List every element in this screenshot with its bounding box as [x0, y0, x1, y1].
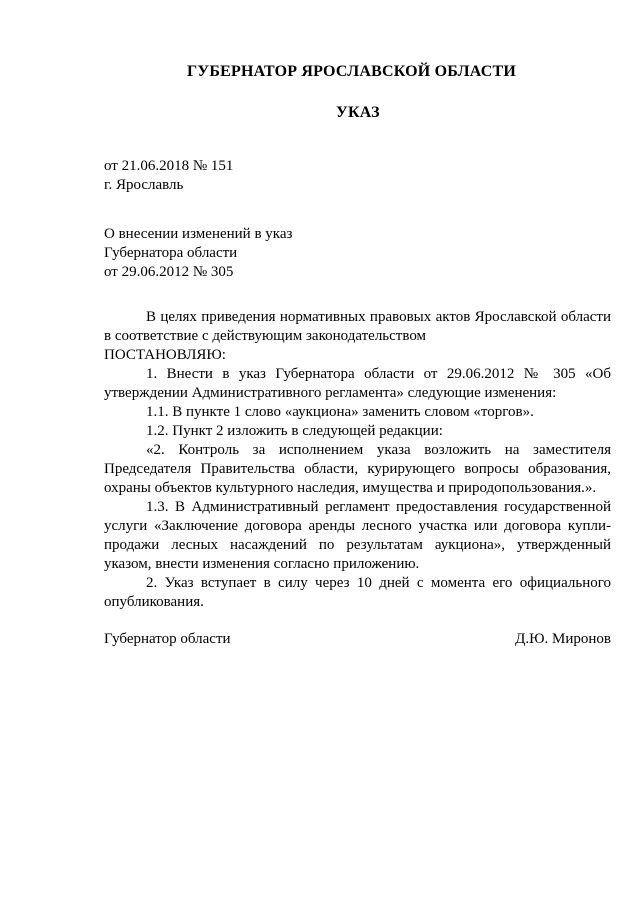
decree-word: ПОСТАНОВЛЯЮ:	[104, 347, 226, 363]
clause-1-2-paragraph: 1.2. Пункт 2 изложить в следующей редакции:	[146, 423, 443, 439]
preamble-paragraph: В целях приведения нормативных правовых актов Ярославской области в соответствие с действующим законодательством	[104, 309, 611, 344]
clause-2-quote-paragraph: «2. Контроль за исполнением указа возложить на заместителя Председателя Правительства области, курирующего вопросы образования, охраны объектов культурного наследия, имущества и природопользования.».	[104, 442, 611, 496]
signatory-position: Губернатор области	[104, 631, 231, 647]
date-number-line: от 21.06.2018 № 151	[104, 158, 234, 174]
clause-1-paragraph: 1. Внести в указ Губернатора области от 29.06.2012 № 305 «Об утверждении Административного регламента» следующие изменения:	[104, 366, 611, 401]
subject-line-1: О внесении изменений в указ	[104, 226, 293, 242]
clause-2-paragraph: 2. Указ вступает в силу через 10 дней с момента его официального опубликования.	[104, 575, 611, 610]
document-type-heading: УКАЗ	[336, 104, 380, 121]
issuer-heading: ГУБЕРНАТОР ЯРОСЛАВСКОЙ ОБЛАСТИ	[187, 63, 517, 80]
clause-1-3-paragraph: 1.3. В Административный регламент предоставления государственной услуги «Заключение договора аренды лесного участка или договора купли-продажи лесных насаждений по результатам аукциона», утвержденный указом, внести изменения согласно приложению.	[104, 499, 611, 572]
subject-line-3: от 29.06.2012 № 305	[104, 264, 234, 280]
signatory-name: Д.Ю. Миронов	[515, 631, 611, 647]
decree-body	[104, 308, 611, 612]
subject-line-2: Губернатора области	[104, 245, 238, 261]
clause-1-1-paragraph: 1.1. В пункте 1 слово «аукциона» заменить словом «торгов».	[146, 404, 534, 420]
city-line: г. Ярославль	[104, 177, 184, 193]
